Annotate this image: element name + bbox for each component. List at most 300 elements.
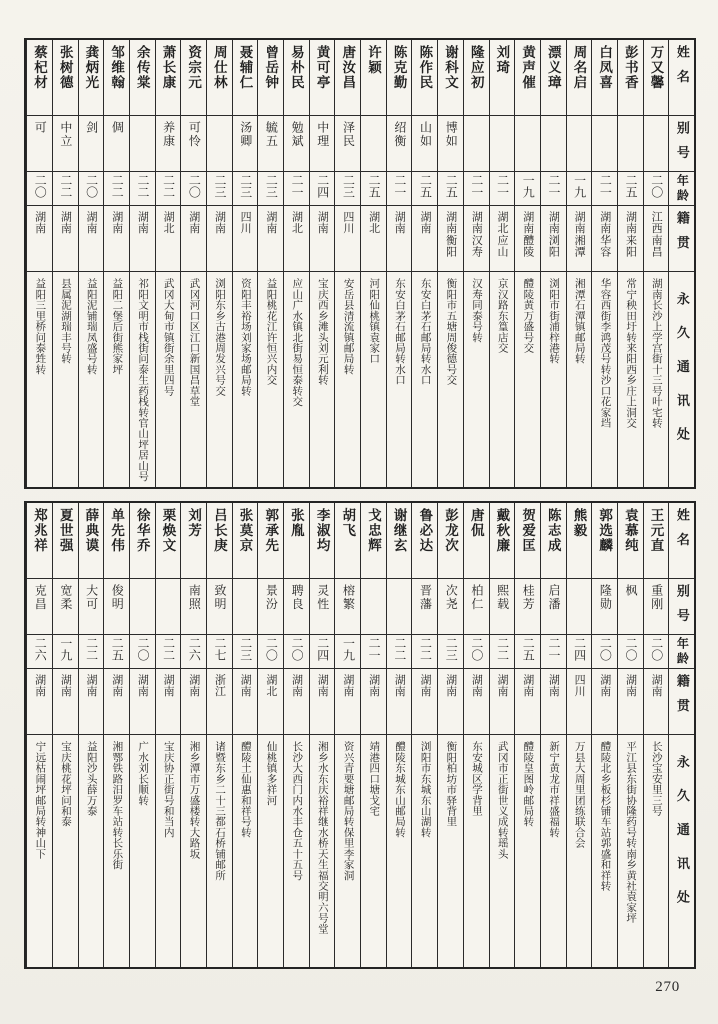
person-column [26, 40, 52, 487]
person-name: 资宗元 [186, 45, 202, 91]
person-age-cell [412, 172, 437, 206]
person-origin: 湖南 [264, 211, 277, 235]
person-alias-cell [618, 116, 643, 172]
person-address: 湘乡潭市万盛楼转大路坂 [188, 741, 200, 859]
person-name-cell [541, 40, 566, 116]
person-origin-cell [284, 669, 309, 735]
person-origin-cell [258, 669, 283, 735]
person-address: 宝庆桃花坪问和泰 [60, 741, 72, 827]
person-alias-cell [53, 116, 78, 172]
person-origin-cell [438, 206, 463, 272]
person-alias-cell [27, 579, 52, 635]
person-age: 二二 [392, 637, 407, 661]
person-origin-cell [592, 669, 617, 735]
person-age: 二〇 [649, 637, 664, 661]
person-age-cell [258, 172, 283, 206]
person-name-cell [181, 40, 206, 116]
header-name-cell [669, 40, 694, 116]
person-address-cell [464, 735, 489, 967]
person-age: 二二 [110, 174, 125, 198]
person-alias-cell [233, 116, 258, 172]
header-address-cell [669, 272, 694, 487]
person-origin-cell [644, 206, 669, 272]
header-address-label: 永久通讯处 [674, 755, 690, 924]
person-age: 二二 [135, 174, 150, 198]
person-origin-cell [335, 669, 360, 735]
person-origin: 湖南 [496, 674, 508, 698]
person-address: 资阳丰裕场刘家场邮局转 [239, 278, 251, 396]
person-age-cell [464, 172, 489, 206]
person-alias-cell [644, 116, 669, 172]
person-address: 宁远枯闹坪邮局转神山下 [34, 741, 46, 859]
person-origin: 湖南 [110, 674, 123, 698]
person-alias-cell [207, 116, 232, 172]
person-address: 汉寿同泰号转 [471, 278, 483, 343]
person-age: 二二 [495, 637, 510, 661]
person-name-cell [592, 503, 617, 579]
person-address: 武冈河口区江口新国昌草堂 [188, 278, 200, 407]
person-age-cell [490, 635, 515, 669]
person-age: 二二 [58, 174, 73, 198]
header-alias-label: 别号 [674, 121, 690, 171]
person-alias: 熙载 [495, 584, 510, 611]
person-age: 二一 [546, 637, 561, 661]
person-age-cell [361, 172, 386, 206]
person-origin: 湖南 [624, 674, 637, 698]
person-name-cell [592, 40, 617, 116]
person-name: 白凤喜 [597, 45, 613, 91]
person-age-cell [156, 172, 181, 206]
person-name: 张莫京 [237, 508, 253, 554]
header-origin-cell [669, 206, 694, 272]
person-age-cell [130, 635, 155, 669]
person-origin: 湖南 [316, 674, 329, 698]
person-origin: 湖南 [547, 674, 560, 698]
person-origin: 浙江 [213, 674, 226, 698]
person-alias: 中理 [315, 121, 330, 148]
person-address-cell [53, 735, 78, 967]
person-name: 单先伟 [109, 508, 125, 554]
person-column [566, 40, 592, 487]
person-origin-cell [361, 669, 386, 735]
person-alias-cell [618, 579, 643, 635]
person-age: 二三 [444, 637, 459, 661]
person-origin: 湖北 [290, 211, 303, 235]
person-name: 隆应初 [468, 45, 484, 91]
person-name: 谢继玄 [391, 508, 407, 554]
person-column [360, 40, 386, 487]
person-alias-cell [207, 579, 232, 635]
person-age: 二〇 [290, 637, 305, 661]
person-alias: 桂芳 [521, 584, 536, 611]
person-name-cell [207, 503, 232, 579]
directory-table-bottom [24, 501, 696, 969]
person-address: 靖港四口塘戈宅 [368, 741, 380, 816]
person-alias-cell [233, 579, 258, 635]
person-address-cell [258, 272, 283, 487]
person-origin-cell [258, 206, 283, 272]
person-age-cell [284, 172, 309, 206]
person-age-cell [258, 635, 283, 669]
person-alias: 绍衡 [392, 121, 407, 148]
person-column [411, 40, 437, 487]
person-alias-cell [464, 579, 489, 635]
person-name-cell [27, 503, 52, 579]
person-age-cell [592, 635, 617, 669]
person-name-cell [541, 503, 566, 579]
person-origin-cell [592, 206, 617, 272]
person-alias-cell [644, 579, 669, 635]
person-origin: 湖南 [393, 211, 406, 235]
person-origin: 湖南 [393, 674, 406, 698]
person-alias: 博如 [444, 121, 459, 148]
person-origin: 湖南浏阳 [547, 211, 560, 258]
person-origin: 湖南 [59, 211, 72, 235]
person-column [591, 503, 617, 967]
person-age-cell [541, 635, 566, 669]
person-age-cell [490, 172, 515, 206]
person-address-cell [541, 735, 566, 967]
header-name-label: 姓名 [674, 508, 690, 558]
person-alias: 大可 [84, 584, 99, 611]
person-name: 黄声催 [520, 45, 536, 91]
person-origin: 江西南昌 [650, 211, 663, 258]
person-alias: 倜 [110, 121, 125, 135]
person-age: 二〇 [187, 174, 202, 198]
person-name-cell [130, 40, 155, 116]
person-column [489, 40, 515, 487]
person-name: 彭龙次 [443, 508, 459, 554]
person-age-cell [310, 172, 335, 206]
person-name: 郭选麟 [597, 508, 613, 554]
person-alias-cell [310, 116, 335, 172]
person-age: 二〇 [135, 637, 150, 661]
person-age-cell [181, 172, 206, 206]
person-column [437, 503, 463, 967]
person-address: 益阳二堡后街熊家坪 [111, 278, 123, 375]
person-alias-cell [258, 116, 283, 172]
person-alias: 灵性 [315, 584, 330, 611]
person-origin: 湖南汉寿 [470, 211, 483, 258]
person-origin: 湖南 [85, 211, 97, 235]
person-name-cell [258, 40, 283, 116]
person-name-cell [618, 503, 643, 579]
person-name-cell [387, 40, 412, 116]
person-alias: 启潘 [546, 584, 561, 611]
person-age-cell [618, 172, 643, 206]
person-name: 鲁必达 [417, 508, 433, 554]
person-name-cell [490, 503, 515, 579]
person-origin-cell [464, 669, 489, 735]
person-address-cell [515, 272, 540, 487]
person-age: 二三 [264, 174, 279, 198]
person-name: 余传棠 [134, 45, 150, 91]
person-age: 二五 [418, 174, 433, 198]
person-alias-cell [335, 579, 360, 635]
person-name-cell [53, 503, 78, 579]
person-address: 平江县东街协隆药号转南乡黄社袁家坪 [625, 741, 637, 924]
person-address-cell [335, 272, 360, 487]
person-address-cell [104, 735, 129, 967]
person-alias: 致明 [213, 584, 227, 611]
person-name: 张树德 [57, 45, 73, 91]
person-alias: 宽柔 [58, 584, 73, 611]
person-column [309, 40, 335, 487]
person-age-cell [438, 635, 463, 669]
person-address-cell [207, 735, 232, 967]
person-name: 蔡杞材 [32, 45, 48, 91]
person-age-cell [207, 172, 232, 206]
person-age: 二四 [572, 637, 587, 661]
header-alias-cell [669, 579, 694, 635]
person-name: 唐汝昌 [340, 45, 356, 91]
header-alias-cell [669, 116, 694, 172]
person-alias: 毓五 [264, 121, 279, 148]
person-address-cell [592, 735, 617, 967]
person-address-cell [310, 272, 335, 487]
person-age: 二〇 [33, 174, 48, 198]
person-address-cell [104, 272, 129, 487]
person-address-cell [27, 272, 52, 487]
person-name: 谢科文 [443, 45, 459, 91]
person-origin: 湖南 [33, 674, 46, 698]
person-age: 二一 [495, 174, 510, 198]
person-origin-cell [181, 669, 206, 735]
person-address: 武冈大甸市镇街余里四号 [162, 278, 174, 396]
person-alias-cell [156, 116, 181, 172]
person-column [283, 503, 309, 967]
person-address: 浏阳东乡古港周发兴号交 [214, 278, 226, 396]
person-origin-cell [181, 206, 206, 272]
person-name: 夏世强 [57, 508, 73, 554]
person-name-cell [387, 503, 412, 579]
person-column [437, 40, 463, 487]
person-age-cell [156, 635, 181, 669]
person-column [257, 503, 283, 967]
person-name: 胡飞 [340, 508, 356, 539]
person-origin-cell [515, 669, 540, 735]
person-alias: 勉斌 [290, 121, 305, 148]
person-column [463, 40, 489, 487]
person-address: 仙桃镇多祥河 [265, 741, 277, 806]
person-name-cell [515, 503, 540, 579]
person-age-cell [79, 172, 104, 206]
person-age: 二五 [367, 174, 382, 198]
person-alias: 晋藩 [418, 584, 433, 611]
person-name: 王元直 [648, 508, 664, 554]
person-origin: 湖南 [316, 211, 329, 235]
person-origin: 湖南来阳 [624, 211, 637, 258]
person-address: 醴陵土仙惠和祥号转 [239, 741, 251, 838]
person-origin: 湖南 [162, 674, 175, 698]
person-name: 唐侃 [468, 508, 484, 539]
person-origin-cell [567, 206, 592, 272]
person-column [103, 40, 129, 487]
person-address-cell [284, 272, 309, 487]
person-age-cell [27, 635, 52, 669]
person-origin: 湖南 [136, 211, 149, 235]
person-age: 二三 [238, 637, 253, 661]
person-alias: 聘良 [290, 584, 305, 611]
person-name-cell [644, 503, 669, 579]
person-address: 湘潭石潭镇邮局转 [573, 278, 585, 364]
person-address: 京汉路东篁店交 [496, 278, 508, 353]
person-name-cell [464, 503, 489, 579]
header-age-cell [669, 172, 694, 206]
person-alias-cell [412, 116, 437, 172]
person-name-cell [27, 40, 52, 116]
person-origin-cell [130, 206, 155, 272]
person-alias-cell [79, 116, 104, 172]
person-origin-cell [387, 669, 412, 735]
person-age-cell [567, 172, 592, 206]
person-alias-cell [156, 579, 181, 635]
person-address-cell [618, 735, 643, 967]
person-origin: 湖北应山 [496, 211, 508, 258]
person-origin-cell [53, 669, 78, 735]
person-name: 徐华乔 [134, 508, 150, 554]
person-origin: 湖南 [136, 674, 149, 698]
person-age: 二三 [341, 174, 356, 198]
person-name-cell [156, 503, 181, 579]
person-name-cell [207, 40, 232, 116]
person-name-cell [335, 503, 360, 579]
person-origin-cell [515, 206, 540, 272]
person-column [566, 503, 592, 967]
person-alias: 山如 [418, 121, 433, 148]
person-address: 益阳桃花江许恒兴内交 [265, 278, 277, 386]
person-alias-cell [567, 116, 592, 172]
person-age-cell [567, 635, 592, 669]
person-column [257, 40, 283, 487]
person-age: 二二 [418, 637, 433, 661]
person-origin-cell [490, 669, 515, 735]
person-column [360, 503, 386, 967]
person-address: 资兴青要塘邮局转保里李家洞 [342, 741, 354, 881]
person-name-cell [412, 503, 437, 579]
person-address: 醴陵皇图岭邮局转 [522, 741, 534, 827]
person-alias-cell [438, 116, 463, 172]
person-age: 一九 [521, 174, 536, 198]
person-origin: 湖北 [264, 674, 277, 698]
person-column [309, 503, 335, 967]
person-alias-cell [361, 116, 386, 172]
person-alias: 次尧 [444, 584, 459, 611]
person-column [617, 40, 643, 487]
person-origin: 湖南 [470, 674, 483, 698]
person-origin-cell [438, 669, 463, 735]
person-age: 一九 [572, 174, 587, 198]
person-address: 益阳三里桥问泰甡转 [34, 278, 46, 375]
person-name-cell [284, 503, 309, 579]
person-origin-cell [233, 206, 258, 272]
person-name: 易朴民 [288, 45, 304, 91]
person-origin-cell [567, 669, 592, 735]
person-origin: 四川 [341, 211, 354, 235]
person-name: 黄可亭 [314, 45, 330, 91]
person-alias: 克昌 [33, 584, 48, 611]
person-address: 长沙宝安里三号 [650, 741, 662, 816]
person-age: 二五 [444, 174, 459, 198]
person-address-cell [258, 735, 283, 967]
person-name: 曾岳钟 [263, 45, 279, 91]
person-address-cell [284, 735, 309, 967]
person-address-cell [412, 735, 437, 967]
person-age: 二一 [290, 174, 305, 198]
person-age-cell [541, 172, 566, 206]
person-age: 二一 [367, 637, 382, 661]
person-name-cell [130, 503, 155, 579]
person-column [155, 503, 181, 967]
table-header-column [668, 40, 694, 487]
person-address: 武冈市正街世义成转瑶头 [496, 741, 508, 859]
person-name-cell [490, 40, 515, 116]
person-column [643, 503, 669, 967]
person-address-cell [567, 272, 592, 487]
person-name-cell [310, 503, 335, 579]
person-alias-cell [541, 579, 566, 635]
person-alias-cell [567, 579, 592, 635]
person-alias: 剑 [84, 121, 99, 135]
person-address-cell [361, 272, 386, 487]
person-address-cell [644, 272, 669, 487]
person-name: 万又馨 [648, 45, 664, 91]
person-address: 应山广水镇北街易恒泰转交 [291, 278, 303, 407]
header-age-cell [669, 635, 694, 669]
person-age: 二三 [238, 174, 253, 198]
person-address: 东安城区学背里 [471, 741, 483, 816]
person-column [540, 40, 566, 487]
person-name-cell [104, 503, 129, 579]
person-address-cell [310, 735, 335, 967]
person-column [155, 40, 181, 487]
person-name-cell [464, 40, 489, 116]
person-address: 醴陵黄万盛号交 [522, 278, 534, 353]
person-age-cell [104, 172, 129, 206]
person-address-cell [181, 735, 206, 967]
person-address-cell [464, 272, 489, 487]
person-address: 县属泥湖瑞丰号转 [60, 278, 72, 364]
person-age: 二一 [392, 174, 407, 198]
person-address-cell [79, 272, 104, 487]
person-age: 二七 [213, 637, 227, 661]
person-age: 二〇 [84, 174, 99, 198]
person-age-cell [284, 635, 309, 669]
person-address: 长沙大西门内水丰仓五十五号 [291, 741, 303, 881]
person-alias-cell [310, 579, 335, 635]
person-alias-cell [181, 579, 206, 635]
person-name-cell [361, 503, 386, 579]
person-age-cell [592, 172, 617, 206]
person-name-cell [335, 40, 360, 116]
person-age-cell [233, 172, 258, 206]
person-origin: 湖南 [213, 211, 226, 235]
person-column [540, 503, 566, 967]
person-alias: 景汾 [264, 584, 279, 611]
person-origin-cell [130, 669, 155, 735]
person-age: 二一 [546, 174, 561, 198]
person-column [411, 503, 437, 967]
person-name: 陈克勤 [391, 45, 407, 91]
person-address-cell [130, 735, 155, 967]
person-column [129, 40, 155, 487]
person-origin: 湖南 [418, 211, 431, 235]
person-address: 东安白茅石邮局转水口 [419, 278, 431, 386]
person-address: 醴陵北乡板杉铺车站郭盛和祥转 [599, 741, 611, 891]
person-address-cell [438, 735, 463, 967]
person-column [206, 40, 232, 487]
person-alias-cell [490, 116, 515, 172]
